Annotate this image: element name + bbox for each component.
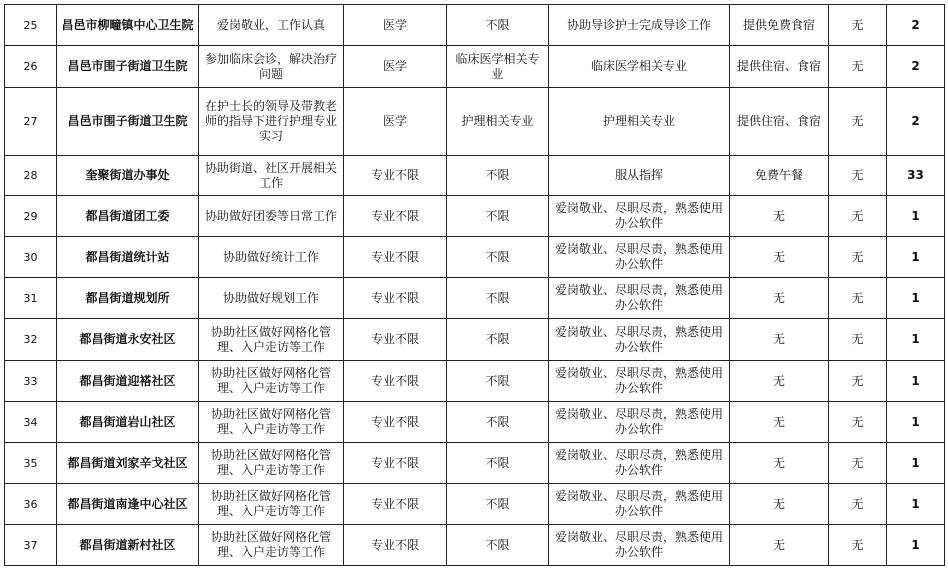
other-benefit: 无	[829, 361, 887, 402]
job-duty: 协助社区做好网格化管理、入户走访等工作	[199, 525, 344, 566]
job-duty: 协助做好规划工作	[199, 278, 344, 319]
education-requirement: 不限	[447, 319, 549, 361]
other-benefit: 无	[829, 156, 887, 196]
unit-name: 都昌街道刘家辛戈社区	[57, 443, 199, 484]
table-row	[5, 88, 945, 156]
position-count: 1	[887, 525, 945, 566]
education-requirement: 不限	[447, 5, 549, 46]
job-duty: 协助社区做好网格化管理、入户走访等工作	[199, 443, 344, 484]
job-duty: 协助社区做好网格化管理、入户走访等工作	[199, 319, 344, 361]
row-number: 37	[5, 525, 57, 566]
position-count: 2	[887, 5, 945, 46]
table-row	[5, 361, 945, 402]
major-requirement: 医学	[344, 46, 447, 88]
unit-name: 都昌街道团工委	[57, 196, 199, 237]
other-requirement: 护理相关专业	[549, 88, 730, 156]
position-count: 1	[887, 319, 945, 361]
education-requirement: 不限	[447, 196, 549, 237]
table-row	[5, 484, 945, 525]
other-benefit: 无	[829, 46, 887, 88]
welfare: 无	[730, 484, 829, 525]
other-requirement: 爱岗敬业、尽职尽责，熟悉使用办公软件	[549, 237, 730, 278]
unit-name: 奎聚街道办事处	[57, 156, 199, 196]
major-requirement: 专业不限	[344, 278, 447, 319]
row-number: 26	[5, 46, 57, 88]
major-requirement: 专业不限	[344, 443, 447, 484]
major-requirement: 专业不限	[344, 156, 447, 196]
row-number: 30	[5, 237, 57, 278]
table-row	[5, 525, 945, 566]
education-requirement: 不限	[447, 484, 549, 525]
other-requirement: 爱岗敬业、尽职尽责，熟悉使用办公软件	[549, 484, 730, 525]
unit-name: 昌邑市柳疃镇中心卫生院	[57, 5, 199, 46]
table-row	[5, 278, 945, 319]
row-number: 29	[5, 196, 57, 237]
other-benefit: 无	[829, 484, 887, 525]
education-requirement: 临床医学相关专业	[447, 46, 549, 88]
position-count: 2	[887, 88, 945, 156]
other-benefit: 无	[829, 196, 887, 237]
position-count: 1	[887, 237, 945, 278]
job-duty: 协助社区做好网格化管理、入户走访等工作	[199, 361, 344, 402]
position-count: 1	[887, 196, 945, 237]
position-count: 2	[887, 46, 945, 88]
welfare: 免费午餐	[730, 156, 829, 196]
welfare: 无	[730, 237, 829, 278]
major-requirement: 专业不限	[344, 484, 447, 525]
other-requirement: 爱岗敬业、尽职尽责，熟悉使用办公软件	[549, 319, 730, 361]
position-count: 33	[887, 156, 945, 196]
other-benefit: 无	[829, 5, 887, 46]
table-row	[5, 402, 945, 443]
row-number: 33	[5, 361, 57, 402]
positions-table	[4, 4, 945, 566]
job-duty: 协助社区做好网格化管理、入户走访等工作	[199, 402, 344, 443]
row-number: 25	[5, 5, 57, 46]
unit-name: 都昌街道统计站	[57, 237, 199, 278]
row-number: 36	[5, 484, 57, 525]
unit-name: 都昌街道南逢中心社区	[57, 484, 199, 525]
major-requirement: 医学	[344, 5, 447, 46]
education-requirement: 不限	[447, 361, 549, 402]
other-benefit: 无	[829, 88, 887, 156]
row-number: 31	[5, 278, 57, 319]
welfare: 无	[730, 278, 829, 319]
education-requirement: 不限	[447, 278, 549, 319]
position-count: 1	[887, 361, 945, 402]
table-row	[5, 237, 945, 278]
welfare: 无	[730, 319, 829, 361]
table-row	[5, 5, 945, 46]
other-requirement: 爱岗敬业、尽职尽责，熟悉使用办公软件	[549, 443, 730, 484]
unit-name: 都昌街道新村社区	[57, 525, 199, 566]
unit-name: 都昌街道岩山社区	[57, 402, 199, 443]
table-row	[5, 319, 945, 361]
row-number: 34	[5, 402, 57, 443]
table-row	[5, 156, 945, 196]
education-requirement: 不限	[447, 525, 549, 566]
welfare: 提供住宿、食宿	[730, 88, 829, 156]
major-requirement: 专业不限	[344, 402, 447, 443]
other-benefit: 无	[829, 443, 887, 484]
major-requirement: 医学	[344, 88, 447, 156]
row-number: 28	[5, 156, 57, 196]
major-requirement: 专业不限	[344, 237, 447, 278]
unit-name: 昌邑市围子街道卫生院	[57, 88, 199, 156]
welfare: 提供免费食宿	[730, 5, 829, 46]
other-benefit: 无	[829, 237, 887, 278]
other-benefit: 无	[829, 319, 887, 361]
job-duty: 协助做好团委等日常工作	[199, 196, 344, 237]
unit-name: 都昌街道永安社区	[57, 319, 199, 361]
other-requirement: 爱岗敬业、尽职尽责，熟悉使用办公软件	[549, 525, 730, 566]
table-row	[5, 46, 945, 88]
major-requirement: 专业不限	[344, 319, 447, 361]
other-requirement: 爱岗敬业、尽职尽责，熟悉使用办公软件	[549, 361, 730, 402]
welfare: 提供住宿、食宿	[730, 46, 829, 88]
welfare: 无	[730, 443, 829, 484]
unit-name: 昌邑市围子街道卫生院	[57, 46, 199, 88]
education-requirement: 不限	[447, 237, 549, 278]
welfare: 无	[730, 196, 829, 237]
job-duty: 爱岗敬业，工作认真	[199, 5, 344, 46]
position-count: 1	[887, 278, 945, 319]
education-requirement: 不限	[447, 402, 549, 443]
major-requirement: 专业不限	[344, 196, 447, 237]
education-requirement: 不限	[447, 443, 549, 484]
other-benefit: 无	[829, 402, 887, 443]
position-count: 1	[887, 484, 945, 525]
welfare: 无	[730, 361, 829, 402]
other-requirement: 爱岗敬业、尽职尽责，熟悉使用办公软件	[549, 196, 730, 237]
major-requirement: 专业不限	[344, 361, 447, 402]
other-requirement: 服从指挥	[549, 156, 730, 196]
row-number: 27	[5, 88, 57, 156]
unit-name: 都昌街道迎褡社区	[57, 361, 199, 402]
major-requirement: 专业不限	[344, 525, 447, 566]
welfare: 无	[730, 402, 829, 443]
job-duty: 协助做好统计工作	[199, 237, 344, 278]
position-count: 1	[887, 402, 945, 443]
unit-name: 都昌街道规划所	[57, 278, 199, 319]
other-requirement: 协助导诊护士完成导诊工作	[549, 5, 730, 46]
job-duty: 协助社区做好网格化管理、入户走访等工作	[199, 484, 344, 525]
education-requirement: 不限	[447, 156, 549, 196]
other-benefit: 无	[829, 525, 887, 566]
other-requirement: 爱岗敬业、尽职尽责，熟悉使用办公软件	[549, 402, 730, 443]
welfare: 无	[730, 525, 829, 566]
job-duty: 在护士长的领导及带教老师的指导下进行护理专业实习	[199, 88, 344, 156]
position-count: 1	[887, 443, 945, 484]
education-requirement: 护理相关专业	[447, 88, 549, 156]
table-row	[5, 196, 945, 237]
other-benefit: 无	[829, 278, 887, 319]
job-duty: 协助街道、社区开展相关工作	[199, 156, 344, 196]
other-requirement: 临床医学相关专业	[549, 46, 730, 88]
row-number: 32	[5, 319, 57, 361]
row-number: 35	[5, 443, 57, 484]
table-row	[5, 443, 945, 484]
job-duty: 参加临床会诊，解决治疗问题	[199, 46, 344, 88]
other-requirement: 爱岗敬业、尽职尽责，熟悉使用办公软件	[549, 278, 730, 319]
